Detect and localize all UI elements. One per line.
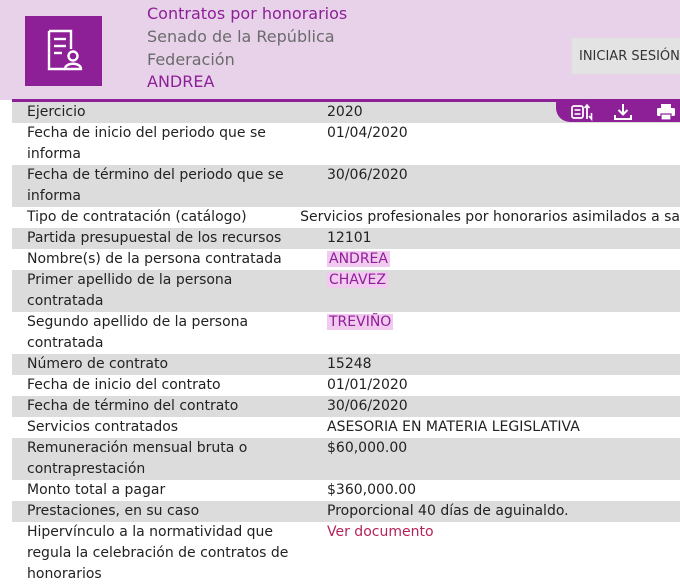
table-row [12,312,680,354]
table-row [12,375,680,396]
row-label: Segundo apellido de la persona contratada [27,314,249,351]
row-value: 30/06/2020 [327,167,408,183]
row-value: 01/01/2020 [327,377,408,393]
compare-icon[interactable] [571,103,591,121]
person-name: ANDREA [147,72,215,91]
table-row [12,249,680,270]
download-icon[interactable] [613,103,633,121]
highlighted-name: ANDREA [329,251,388,267]
row-label: Prestaciones, en su caso [27,503,200,519]
scope-label: Federación [147,50,235,69]
login-button[interactable]: INICIAR SESIÓN [572,38,680,74]
row-value [317,270,680,312]
row-label: Ejercicio [27,104,86,120]
table-row [12,396,680,417]
highlighted-surname: CHAVEZ [329,272,386,288]
row-label: Número de contrato [27,356,169,372]
row-label: Tipo de contratación (catálogo) [27,209,247,225]
table-row [12,123,680,165]
row-value: 2020 [327,104,363,120]
view-document-link[interactable]: Ver documento [327,524,434,540]
action-toolbar [556,101,680,122]
row-value: 30/06/2020 [327,398,408,414]
row-value: Proporcional 40 días de aguinaldo. [327,503,569,519]
row-value: 12101 [327,230,372,246]
row-label: Nombre(s) de la persona contratada [27,251,282,267]
page-title: Contratos por honorarios [147,4,348,23]
row-value: ASESORIA EN MATERIA LEGISLATIVA [327,419,580,435]
row-label: Fecha de término del periodo que se informa [27,167,284,204]
table-row [12,480,680,501]
table-row [12,417,680,438]
institution-name: Senado de la República [147,27,335,46]
row-value: $60,000.00 [327,440,408,456]
contract-user-icon [45,29,83,71]
row-label: Fecha de inicio del contrato [27,377,221,393]
row-value [317,522,680,585]
row-value: $360,000.00 [327,482,417,498]
row-label: Partida presupuestal de los recursos [27,230,282,246]
table-row [12,228,680,249]
row-label: Primer apellido de la persona contratada [27,272,233,309]
row-label: Fecha de inicio del periodo que se informa [27,125,266,162]
row-value [317,249,680,270]
row-label: Servicios contratados [27,419,179,435]
table-row [12,270,680,312]
row-label: Remuneración mensual bruta o contraprestación [27,440,248,477]
table-row [12,501,680,522]
page-header [0,0,680,100]
table-row [12,207,680,228]
contract-details-table [12,102,680,585]
row-value: 01/04/2020 [327,125,408,141]
table-row [12,165,680,207]
row-label: Hipervínculo a la normatividad que regula la celebración de contratos de honorarios [27,524,289,582]
print-icon[interactable] [656,103,676,121]
row-value [317,312,680,354]
contract-logo [25,16,102,86]
row-value: 15248 [327,356,372,372]
row-label: Fecha de término del contrato [27,398,239,414]
highlighted-surname: TREVIÑO [329,314,392,330]
row-label: Monto total a pagar [27,482,166,498]
table-row [12,522,680,585]
table-row [12,354,680,375]
row-value: Servicios profesionales por honorarios asimilados a sa [300,209,680,225]
table-row [12,438,680,480]
